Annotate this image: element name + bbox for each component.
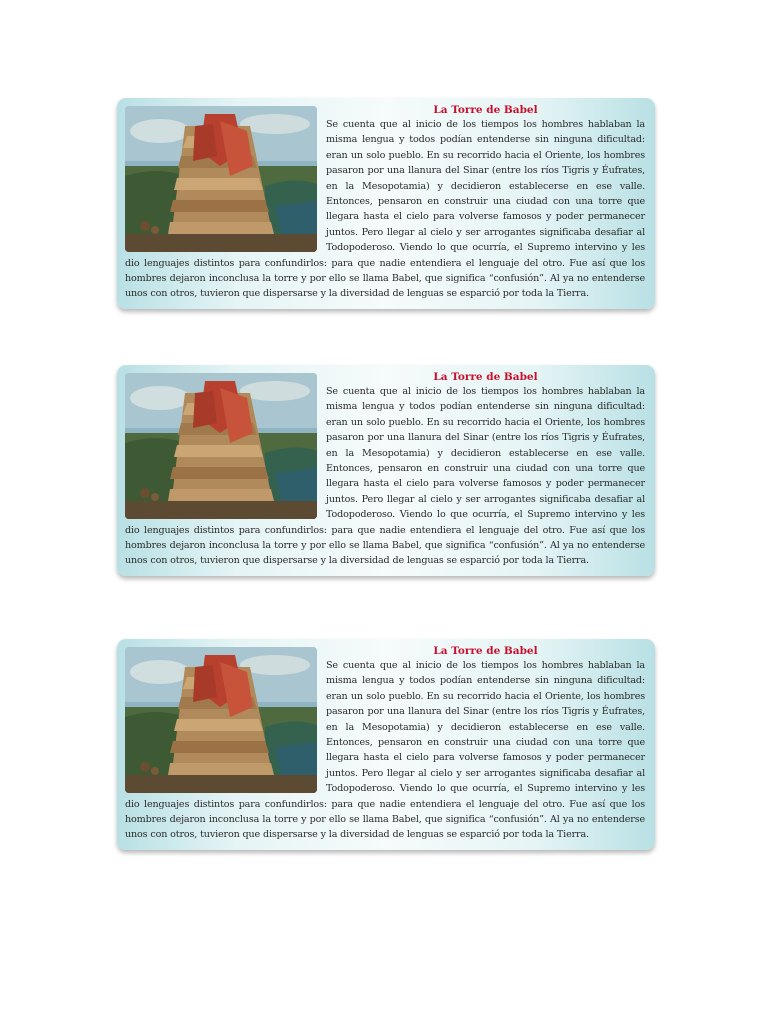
story-card-1 [117,98,655,309]
tower-of-babel-painting [125,647,317,793]
card-title: La Torre de Babel [433,645,538,657]
card-title: La Torre de Babel [433,104,538,116]
card-body-text: Se cuenta que al inicio de los tiempos los hombres hablaban la misma lengua y todos podían entenderse sin ninguna dificultad: eran un solo pueblo. En su recorrido hacia el Oriente, los hombres pasaron por una llanura del Sinar (entre los ríos Tigris y Éufrates, en la Mesopotamia) y decidieron establecerse en ese valle. Entonces, pensaron en construir una ciudad con una torre que llegara hasta el cielo para volverse famosos y poder permanecer juntos. Pero llegar al cielo y ser arrogantes significaba desafiar al Todopoderoso. Viendo lo que ocurría, el Supremo intervino y les dio lenguajes distintos para confundirlos: para que nadie entendiera el lenguaje del otro. Fue así que los hombres dejaron inconclusa la torre y por ello se llama Babel, que significa “confusión”. Al ya no entenderse unos con otros, tuvieron que dispersarse y la diversidad de lenguas se esparció por toda la Tierra. [125,386,645,567]
story-card-2 [117,365,655,576]
card-body-text: Se cuenta que al inicio de los tiempos los hombres hablaban la misma lengua y todos podían entenderse sin ninguna dificultad: eran un solo pueblo. En su recorrido hacia el Oriente, los hombres pasaron por una llanura del Sinar (entre los ríos Tigris y Éufrates, en la Mesopotamia) y decidieron establecerse en ese valle. Entonces, pensaron en construir una ciudad con una torre que llegara hasta el cielo para volverse famosos y poder permanecer juntos. Pero llegar al cielo y ser arrogantes significaba desafiar al Todopoderoso. Viendo lo que ocurría, el Supremo intervino y les dio lenguajes distintos para confundirlos: para que nadie entendiera el lenguaje del otro. Fue así que los hombres dejaron inconclusa la torre y por ello se llama Babel, que significa “confusión”. Al ya no entenderse unos con otros, tuvieron que dispersarse y la diversidad de lenguas se esparció por toda la Tierra. [125,660,645,841]
card-body-text: Se cuenta que al inicio de los tiempos los hombres hablaban la misma lengua y todos podían entenderse sin ninguna dificultad: eran un solo pueblo. En su recorrido hacia el Oriente, los hombres pasaron por una llanura del Sinar (entre los ríos Tigris y Éufrates, en la Mesopotamia) y decidieron establecerse en ese valle. Entonces, pensaron en construir una ciudad con una torre que llegara hasta el cielo para volverse famosos y poder permanecer juntos. Pero llegar al cielo y ser arrogantes significaba desafiar al Todopoderoso. Viendo lo que ocurría, el Supremo intervino y les dio lenguajes distintos para confundirlos: para que nadie entendiera el lenguaje del otro. Fue así que los hombres dejaron inconclusa la torre y por ello se llama Babel, que significa “confusión”. Al ya no entenderse unos con otros, tuvieron que dispersarse y la diversidad de lenguas se esparció por toda la Tierra. [125,119,645,300]
card-title: La Torre de Babel [433,371,538,383]
story-card-3 [117,639,655,850]
tower-of-babel-painting [125,106,317,252]
tower-of-babel-painting [125,373,317,519]
